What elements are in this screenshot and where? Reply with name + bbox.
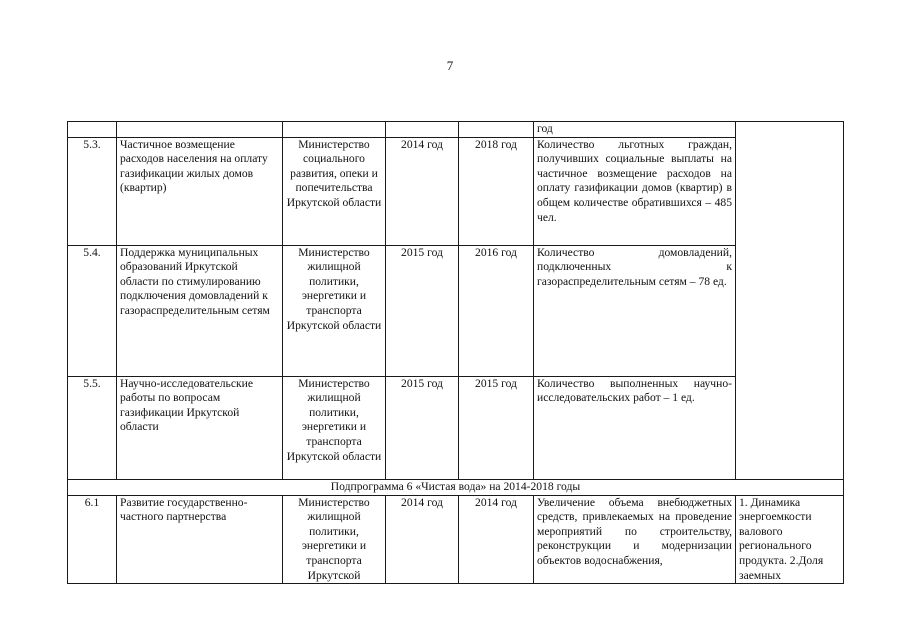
cell-executor: Министерство жилищной политики, энергетики и транспорта Иркутской области bbox=[283, 376, 386, 479]
table-row bbox=[68, 495, 844, 584]
cell-executor: Министерство жилищной политики, энергетики и транспорта Иркутской области bbox=[283, 245, 386, 376]
cell-start: 2014 год bbox=[386, 137, 459, 245]
cell-name: Развитие государственно-частного партнерства bbox=[117, 495, 283, 584]
table-row-continuation bbox=[68, 122, 844, 138]
cell-executor: Министерство социального развития, опеки и попечительства Иркутской области bbox=[283, 137, 386, 245]
cell-result: год bbox=[534, 122, 736, 138]
cell-num bbox=[68, 122, 117, 138]
cell-indicators: 1. Динамика энергоемкости валового регионального продукта. 2.Доля заемных bbox=[736, 495, 844, 584]
cell-start bbox=[386, 122, 459, 138]
cell-end: 2018 год bbox=[459, 137, 534, 245]
measures-table bbox=[67, 121, 844, 584]
subprogram-title: Подпрограмма 6 «Чистая вода» на 2014-2018 годы bbox=[68, 479, 844, 495]
cell-num: 6.1 bbox=[68, 495, 117, 584]
cell-start: 2014 год bbox=[386, 495, 459, 584]
cell-indicators-merged bbox=[736, 122, 844, 480]
cell-end: 2015 год bbox=[459, 376, 534, 479]
cell-name: Научно-исследовательские работы по вопросам газификации Иркутской области bbox=[117, 376, 283, 479]
subprogram-header-row bbox=[68, 479, 844, 495]
cell-start: 2015 год bbox=[386, 245, 459, 376]
table-row bbox=[68, 376, 844, 479]
table-row bbox=[68, 245, 844, 376]
cell-result: Количество льготных граждан, получивших социальные выплаты на частичное возмещение расходов на оплату газификации домов (квартир) в общем количестве обратившихся – 485 чел. bbox=[534, 137, 736, 245]
cell-name: Частичное возмещение расходов населения на оплату газификации жилых домов (квартир) bbox=[117, 137, 283, 245]
cell-num: 5.4. bbox=[68, 245, 117, 376]
cell-name bbox=[117, 122, 283, 138]
page-number: 7 bbox=[446, 58, 454, 73]
cell-executor: Министерство жилищной политики, энергетики и транспорта Иркутской bbox=[283, 495, 386, 584]
cell-result: Увеличение объема внебюджетных средств, привлекаемых на проведение мероприятий по строительству, реконструкции и модернизации объектов водоснабжения, bbox=[534, 495, 736, 584]
table-row bbox=[68, 137, 844, 245]
cell-end: 2016 год bbox=[459, 245, 534, 376]
cell-num: 5.3. bbox=[68, 137, 117, 245]
cell-result: Количество выполненных научно-исследовательских работ – 1 ед. bbox=[534, 376, 736, 479]
cell-start: 2015 год bbox=[386, 376, 459, 479]
cell-end: 2014 год bbox=[459, 495, 534, 584]
cell-executor bbox=[283, 122, 386, 138]
cell-name: Поддержка муниципальных образований Иркутской области по стимулированию подключения домовладений к газораспределительным сетям bbox=[117, 245, 283, 376]
cell-result: Количество домовладений, подключенных к газораспределительным сетям – 78 ед. bbox=[534, 245, 736, 376]
cell-end bbox=[459, 122, 534, 138]
cell-num: 5.5. bbox=[68, 376, 117, 479]
